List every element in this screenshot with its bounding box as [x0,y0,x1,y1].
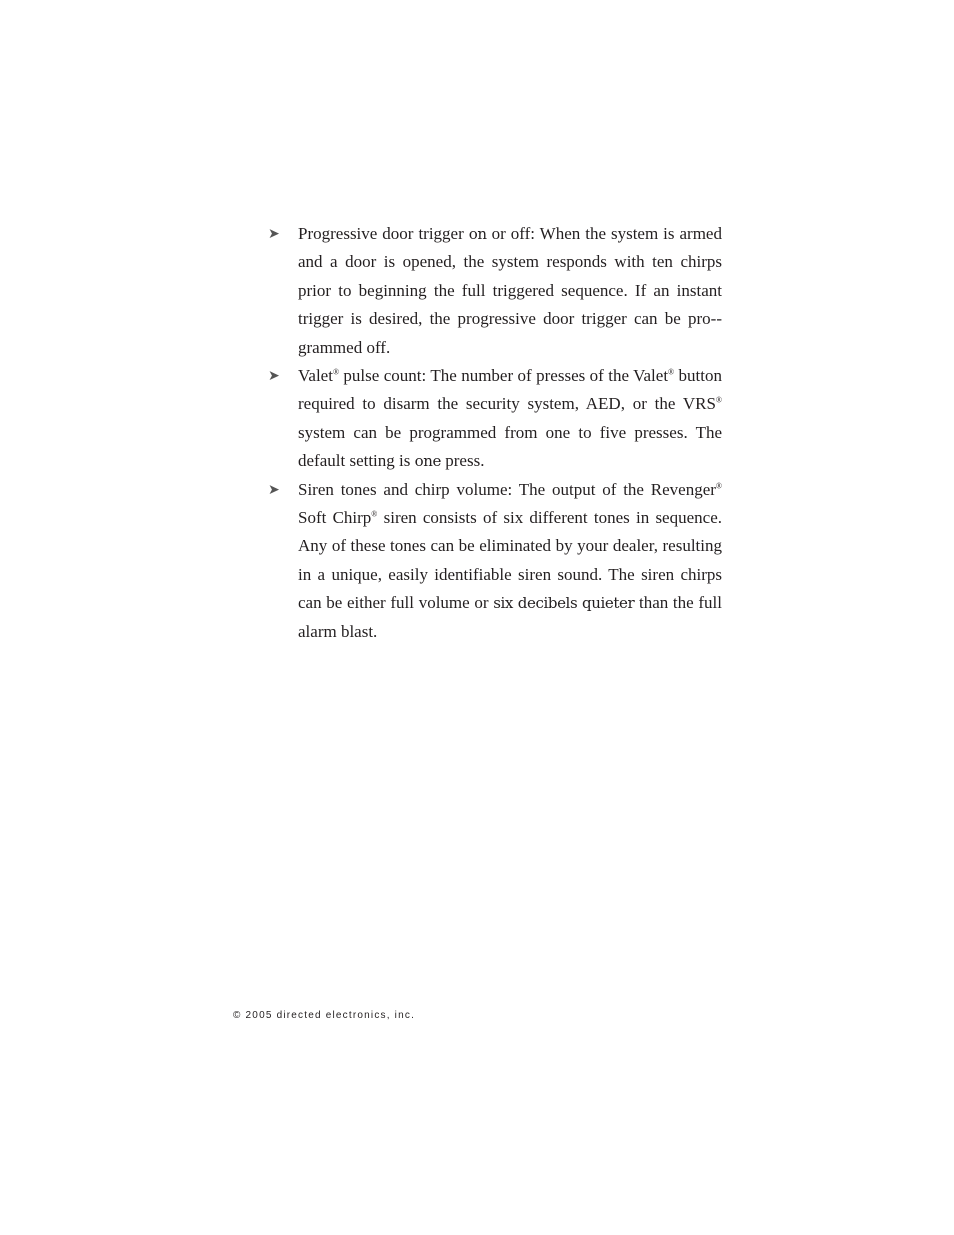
text-segment: Progressive door trigger [298,224,469,243]
list-item-siren-tones [268,476,722,646]
copyright-footer: © 2005 directed electronics, inc. [233,1010,416,1021]
registered-mark: ® [715,481,722,490]
text-segment: siren consists of six different tones in sequence. Any of these tones can be eliminated by your dealer, resulting in a unique, easily identifiable siren sound. The siren chirps can be either full volume or [298,508,722,613]
list-item-text [298,362,722,476]
default-value-six-decibels-quieter: six decibels quieter [493,594,635,613]
arrow-bullet-icon: ➤ [268,368,280,385]
default-value-one: one [414,452,441,471]
list-item-progressive-door-trigger [268,220,722,362]
arrow-bullet-icon: ➤ [268,226,280,242]
text-segment: pulse count: The number of presses of the Valet [339,366,669,386]
text-segment: than the full alarm blast. [298,593,722,641]
list-item-valet-pulse-count [268,362,722,476]
text-segment: press. [441,451,485,471]
text-segment: Valet [298,366,333,386]
text-segment: Siren tones and chirp volume: The output of the Revenger [298,479,716,499]
text-segment: system can be programmed from one to five presses. The default setting is [298,422,722,471]
arrow-bullet-icon: ➤ [268,481,280,498]
list-item-text [298,220,722,362]
text-segment: button required to disarm the security system, AED, or the VRS [298,366,722,414]
feature-list [268,220,722,646]
registered-mark: ® [332,367,340,377]
list-item-text [298,476,722,646]
registered-mark: ® [668,367,675,377]
registered-mark: ® [715,395,722,405]
default-value-on: on [468,225,487,243]
main-content [268,220,722,646]
registered-mark: ® [371,509,378,519]
text-segment: Soft Chirp [298,508,372,528]
text-segment: or off: When the system is armed and a door is opened, the system responds with ten chirps prior to beginning the full triggered sequence. If an instant trigger is desired, the progressive door trigger can be pro-grammed off. [298,224,722,357]
